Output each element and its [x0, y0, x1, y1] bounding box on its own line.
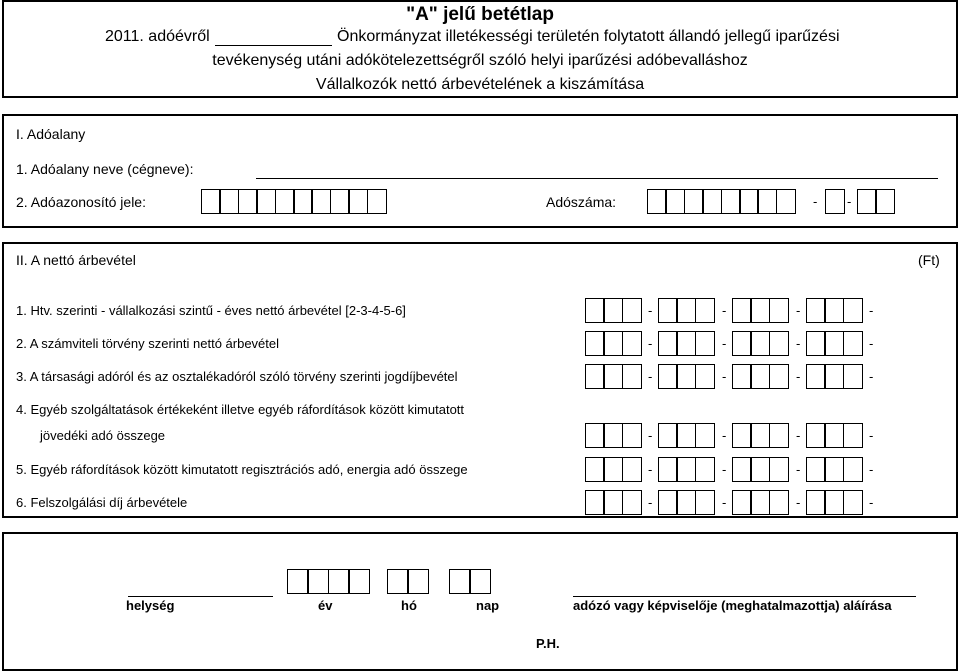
revenue-row-5-cells-2[interactable]	[658, 457, 715, 482]
section-revenue-heading: II. A nettó árbevétel	[16, 252, 136, 268]
tax-number-cells-b[interactable]	[825, 189, 845, 214]
revenue-row-1-cells-1[interactable]	[585, 298, 642, 323]
header-line1-suffix: Önkormányzat illetékességi területén folytatott állandó jellegű iparűzési	[337, 28, 840, 45]
tax-number-cells-a[interactable]	[647, 189, 796, 214]
revenue-row-6-dash-2: -	[722, 495, 727, 510]
signature-line[interactable]	[573, 596, 916, 597]
year-label: év	[318, 598, 333, 613]
revenue-row-2-dash-2: -	[722, 336, 727, 351]
revenue-row-2-cells-1[interactable]	[585, 331, 642, 356]
revenue-row-5-cells-3[interactable]	[732, 457, 789, 482]
year-cells[interactable]	[287, 569, 370, 594]
header-line2: tevékenység utáni adókötelezettségről szóló helyi iparűzési adóbevalláshoz	[212, 52, 748, 69]
revenue-row-3-dash-4: -	[869, 369, 874, 384]
revenue-row-6-label: 6. Felszolgálási díj árbevétele	[16, 495, 188, 510]
revenue-row-3-cells-1[interactable]	[585, 364, 642, 389]
revenue-row-4-cells-4[interactable]	[806, 423, 863, 448]
revenue-row-5-label: 5. Egyéb ráfordítások között kimutatott regisztrációs adó, energia adó összege	[16, 462, 468, 477]
revenue-row-4-dash-3: -	[796, 428, 801, 443]
revenue-row-1-dash-2: -	[722, 303, 727, 318]
revenue-row-5-dash-2: -	[722, 462, 727, 477]
revenue-row-4-dash-1: -	[648, 428, 653, 443]
revenue-row-4-cells-1[interactable]	[585, 423, 642, 448]
revenue-row-3-dash-3: -	[796, 369, 801, 384]
revenue-row-4-dash-2: -	[722, 428, 727, 443]
header-line1-prefix: 2011. adóévről	[105, 28, 210, 45]
revenue-row-4-dash-4: -	[869, 428, 874, 443]
revenue-row-4-label-cont: jövedéki adó összege	[40, 428, 166, 443]
revenue-row-6-cells-4[interactable]	[806, 490, 863, 515]
revenue-row-3-dash-1: -	[648, 369, 653, 384]
taxpayer-name-field[interactable]	[256, 178, 938, 179]
revenue-row-5-cells-4[interactable]	[806, 457, 863, 482]
revenue-row-2-cells-4[interactable]	[806, 331, 863, 356]
tax-number-dash-1: -	[813, 194, 818, 209]
revenue-row-4-label: 4. Egyéb szolgáltatások értékeként illetve egyéb ráfordítások között kimutatott	[16, 402, 465, 417]
tax-number-cells-c[interactable]	[857, 189, 895, 214]
revenue-row-6-cells-1[interactable]	[585, 490, 642, 515]
month-label: hó	[401, 598, 417, 613]
revenue-row-1-cells-3[interactable]	[732, 298, 789, 323]
signature-label: adózó vagy képviselője (meghatalmazottja) aláírása	[573, 598, 892, 613]
revenue-row-3-cells-2[interactable]	[658, 364, 715, 389]
revenue-row-6-dash-4: -	[869, 495, 874, 510]
page-title: "A" jelű betétlap	[406, 4, 554, 25]
revenue-row-5-cells-1[interactable]	[585, 457, 642, 482]
revenue-row-4-cells-2[interactable]	[658, 423, 715, 448]
revenue-row-6-cells-2[interactable]	[658, 490, 715, 515]
revenue-row-1-label: 1. Htv. szerinti - vállalkozási szintű - éves nettó árbevétel [2-3-4-5-6]	[16, 303, 406, 318]
tax-id-label: 2. Adóazonosító jele:	[16, 194, 146, 210]
revenue-row-6-cells-3[interactable]	[732, 490, 789, 515]
revenue-row-3-cells-3[interactable]	[732, 364, 789, 389]
taxpayer-name-label: 1. Adóalany neve (cégneve):	[16, 161, 194, 177]
tax-number-dash-2: -	[847, 194, 852, 209]
day-label: nap	[476, 598, 500, 613]
header-line3: Vállalkozók nettó árbevételének a kiszámítása	[315, 76, 645, 93]
revenue-row-5-dash-3: -	[796, 462, 801, 477]
unit-label: (Ft)	[918, 252, 940, 268]
revenue-row-3-label: 3. A társasági adóról és az osztalékadóról szóló törvény szerinti jogdíjbevétel	[16, 369, 458, 384]
revenue-row-5-dash-1: -	[648, 462, 653, 477]
revenue-row-1-dash-4: -	[869, 303, 874, 318]
revenue-row-2-dash-4: -	[869, 336, 874, 351]
stamp-label: P.H.	[536, 636, 560, 651]
revenue-row-2-cells-2[interactable]	[658, 331, 715, 356]
revenue-row-1-dash-3: -	[796, 303, 801, 318]
revenue-row-4-cells-3[interactable]	[732, 423, 789, 448]
place-line[interactable]	[128, 596, 273, 597]
day-cells[interactable]	[449, 569, 491, 594]
revenue-row-2-label: 2. A számviteli törvény szerinti nettó árbevétel	[16, 336, 280, 351]
revenue-row-1-cells-2[interactable]	[658, 298, 715, 323]
tax-number-label: Adószáma:	[546, 194, 617, 210]
revenue-row-6-dash-3: -	[796, 495, 801, 510]
revenue-row-1-dash-1: -	[648, 303, 653, 318]
revenue-row-6-dash-1: -	[648, 495, 653, 510]
revenue-row-2-dash-1: -	[648, 336, 653, 351]
municipality-blank[interactable]	[215, 45, 332, 46]
revenue-row-2-dash-3: -	[796, 336, 801, 351]
place-label: helység	[126, 598, 175, 613]
revenue-row-3-dash-2: -	[722, 369, 727, 384]
revenue-row-5-dash-4: -	[869, 462, 874, 477]
revenue-row-3-cells-4[interactable]	[806, 364, 863, 389]
month-cells[interactable]	[387, 569, 429, 594]
tax-id-cells[interactable]	[201, 189, 387, 214]
revenue-row-1-cells-4[interactable]	[806, 298, 863, 323]
revenue-row-2-cells-3[interactable]	[732, 331, 789, 356]
section-taxpayer-heading: I. Adóalany	[16, 126, 86, 142]
